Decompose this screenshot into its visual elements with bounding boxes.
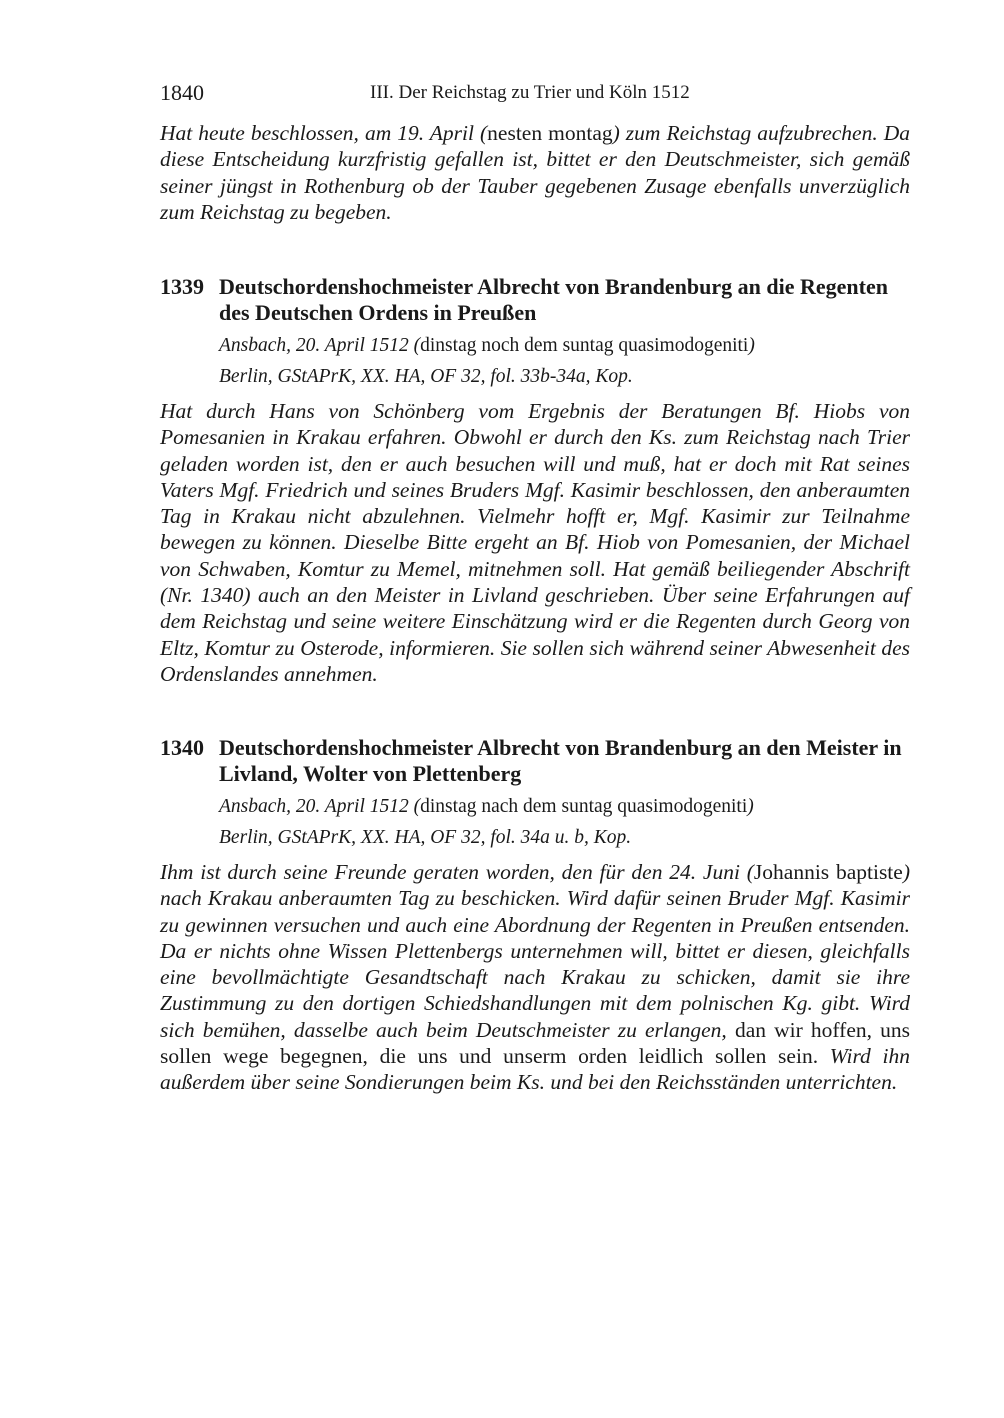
doc-title: Deutschordenshochmeister Albrecht von Brandenburg an die Regenten des Deutschen Ordens in Preußen — [219, 274, 888, 325]
doc-date: Ansbach, 20. April 1512 (dinstag noch dem suntag quasimodogeniti) — [219, 335, 755, 356]
doc-number: 1340 — [160, 735, 204, 760]
doc-summary: Hat durch Hans von Schönberg vom Ergebnis der Beratungen Bf. Hiobs von Pomesanien in Krakau erfahren. Obwohl er durch den Ks. zum Reichstag nach Trier geladen worden ist, den er auch besuchen will und muß, hat er doch mit Rat seines Vaters Mgf. Friedrich und seines Bruders Mgf. Kasimir beschlossen, den anberaumten Tag in Krakau nicht abzulehnen. Vielmehr hofft er, Mgf. Kasimir zur Teilnahme bewegen zu können. Dieselbe Bitte ergeht an Bf. Hiob von Pomesanien, der Michael von Schwaben, Komtur zu Memel, mitnehmen soll. Hat gemäß beiliegender Abschrift (Nr. 1340) auch an den Meister in Livland geschrieben. Über seine Erfahrungen auf dem Reichstag und seine weitere Einschätzung wird er die Regenten durch Georg von Eltz, Komtur zu Osterode, informieren. Sie sollen sich während seiner Abwesenheit des Ordenslandes annehmen. — [160, 399, 910, 686]
doc-date: Ansbach, 20. April 1512 (dinstag nach dem suntag quasimodogeniti) — [219, 796, 754, 817]
doc-number: 1339 — [160, 274, 204, 299]
doc-summary: Ihm ist durch seine Freunde geraten worden, den für den 24. Juni (Johannis baptiste) nach Krakau anberaumten Tag zu beschicken. Wird dafür seinen Bruder Mgf. Kasimir zu gewinnen versuchen und auch eine Abordnung der Regenten in Preußen entsenden. Da er nichts ohne Wissen Plettenbergs unternehmen will, bittet er diesen, gleichfalls eine bevollmächtigte Gesandtschaft nach Krakau zu schicken, damit sie ihre Zustimmung zu den dortigen Schiedshandlungen mit dem polnischen Kg. gibt. Wird sich bemühen, dasselbe auch beim Deutschmeister zu erlangen, dan wir hoffen, uns sollen wege begegnen, die uns und unserm orden leidlich sollen sein. Wird ihn außerdem über seine Sondierungen beim Ks. und bei den Reichsständen unterrichten. — [160, 860, 911, 1095]
page-number: 1840 — [160, 80, 204, 105]
intro-paragraph — [160, 120, 910, 225]
intro-text-a: Hat heute beschlossen, am 19. April ( — [160, 121, 488, 145]
intro-text-b: ) zum Reichstag aufzubrechen. Da diese Entscheidung kurzfristig gefallen ist, bittet er den Deutschmeister, sich gemäß seiner jüngst in Rothenburg ob der Tauber gegebenen Zusage ebenfalls unverzüglich zum Reichstag zu begeben. — [160, 121, 911, 224]
doc-1340-entry — [160, 735, 910, 1096]
intro-quote: nesten montag — [487, 121, 613, 145]
doc-title: Deutschordenshochmeister Albrecht von Brandenburg an den Meister in Livland, Wolter von Plettenberg — [219, 735, 902, 786]
page-header — [160, 80, 910, 110]
running-title: III. Der Reichstag zu Trier und Köln 1512 — [370, 82, 690, 103]
intro-summary — [160, 120, 910, 225]
source-quote: dan wir hoffen, uns sollen wege begegnen, die uns und unserm orden leidlich sollen sein. — [160, 1017, 910, 1069]
doc-source: Berlin, GStAPrK, XX. HA, OF 32, fol. 34a u. b, Kop. — [219, 827, 632, 848]
doc-1339-entry — [160, 274, 910, 687]
doc-source: Berlin, GStAPrK, XX. HA, OF 32, fol. 33b-34a, Kop. — [219, 366, 633, 387]
